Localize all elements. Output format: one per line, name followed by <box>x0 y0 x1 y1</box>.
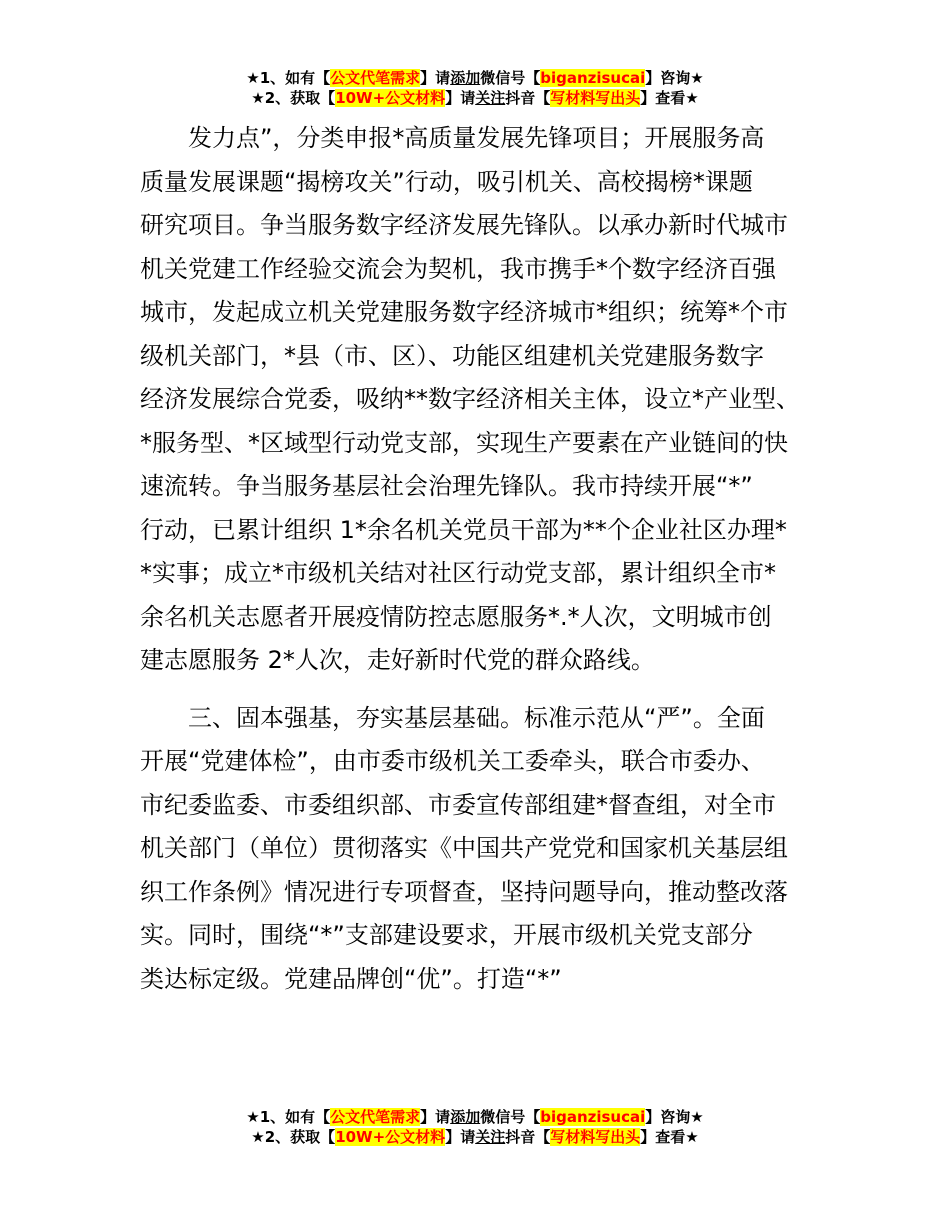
banner-highlight: 公文代笔需求 <box>330 1108 421 1126</box>
banner-text: 】请 <box>420 1108 451 1126</box>
text-line: 机关部门（单位）贯彻落实《中国共产党党和国家机关基层组 <box>140 834 788 862</box>
banner-underlined: 添加 <box>450 1108 481 1126</box>
text-line: 发力点”，分类申报*高质量发展先锋项目；开展服务高 <box>188 124 765 152</box>
paragraph-1 <box>140 117 825 683</box>
banner-highlight: biganzisucai <box>540 69 646 87</box>
footer-banner <box>0 1107 950 1147</box>
text-line: 速流转。争当服务基层社会治理先锋队。我市持续开展“*” <box>140 472 753 500</box>
banner-text: 】请 <box>445 1128 476 1146</box>
banner-text: 抖音【 <box>505 89 551 107</box>
text-line: 质量发展课题“揭榜攻关”行动，吸引机关、高校揭榜*课题 <box>140 167 753 196</box>
text-line: 机关党建工作经验交流会为契机，我市携手*个数字经济百强 <box>140 254 776 283</box>
banner-underlined: 关注 <box>475 89 506 107</box>
text-line: 级机关部门，*县（市、区）、功能区组建机关党建服务数字 <box>140 341 764 370</box>
text-line: 研究项目。争当服务数字经济发展先锋队。以承办新时代城市 <box>140 211 788 239</box>
banner-underlined: 关注 <box>475 1128 506 1146</box>
banner-highlight: 写材料写出头 <box>550 89 641 107</box>
banner-text: 】查看★ <box>640 1128 699 1146</box>
text-line: 建志愿服务 2*人次，走好新时代党的群众路线。 <box>140 646 655 674</box>
banner-text: 】请 <box>445 89 476 107</box>
text-line: 城市，发起成立机关党建服务数字经济城市*组织；统筹*个市 <box>140 298 788 326</box>
banner-text: 】咨询★ <box>645 69 704 87</box>
banner-text: ★2、获取【 <box>251 89 336 107</box>
banner-text: 微信号【 <box>480 1108 541 1126</box>
banner-text: 抖音【 <box>505 1128 551 1146</box>
text-line: 行动，已累计组织 1*余名机关党员干部为**个企业社区办理* <box>140 515 787 544</box>
banner-highlight: 公文代笔需求 <box>330 69 421 87</box>
text-line: 市纪委监委、市委组织部、市委宣传部组建*督查组，对全市 <box>140 790 776 819</box>
banner-line-1 <box>0 68 950 88</box>
banner-underlined: 添加 <box>450 69 481 87</box>
banner-highlight: 写材料写出头 <box>550 1128 641 1146</box>
banner-highlight: 10W+公文材料 <box>335 1128 446 1146</box>
text-line: *实事；成立*市级机关结对社区行动党支部，累计组织全市* <box>140 559 776 587</box>
banner-text: ★2、获取【 <box>251 1128 336 1146</box>
banner-line-2 <box>0 1127 950 1147</box>
banner-highlight: 10W+公文材料 <box>335 89 446 107</box>
text-line: 三、固本强基，夯实基层基础。标准示范从“严”。全面 <box>188 703 765 732</box>
banner-text: 】咨询★ <box>645 1108 704 1126</box>
text-line: 开展“党建体检”，由市委市级机关工委牵头，联合市委办、 <box>140 747 765 775</box>
text-line: 织工作条例》情况进行专项督查，坚持问题导向，推动整改落 <box>140 877 788 906</box>
paragraph-2 <box>140 697 825 1002</box>
text-line: 类达标定级。党建品牌创“优”。打造“*” <box>140 964 562 993</box>
banner-text: 】请 <box>420 69 451 87</box>
banner-text: 】查看★ <box>640 89 699 107</box>
text-line: 经济发展综合党委，吸纳**数字经济相关主体，设立*产业型、 <box>140 385 800 413</box>
banner-highlight: biganzisucai <box>540 1108 646 1126</box>
banner-line-1 <box>0 1107 950 1127</box>
banner-line-2 <box>0 88 950 108</box>
banner-text: 微信号【 <box>480 69 541 87</box>
banner-text: ★1、如有【 <box>246 69 331 87</box>
document-body <box>140 117 825 1001</box>
text-line: *服务型、*区域型行动党支部，实现生产要素在产业链间的快 <box>140 428 788 457</box>
header-banner <box>0 68 950 108</box>
text-line: 实。同时，围绕“*”支部建设要求，开展市级机关党支部分 <box>140 921 753 949</box>
banner-text: ★1、如有【 <box>246 1108 331 1126</box>
text-line: 余名机关志愿者开展疫情防控志愿服务*.*人次，文明城市创 <box>140 602 772 631</box>
